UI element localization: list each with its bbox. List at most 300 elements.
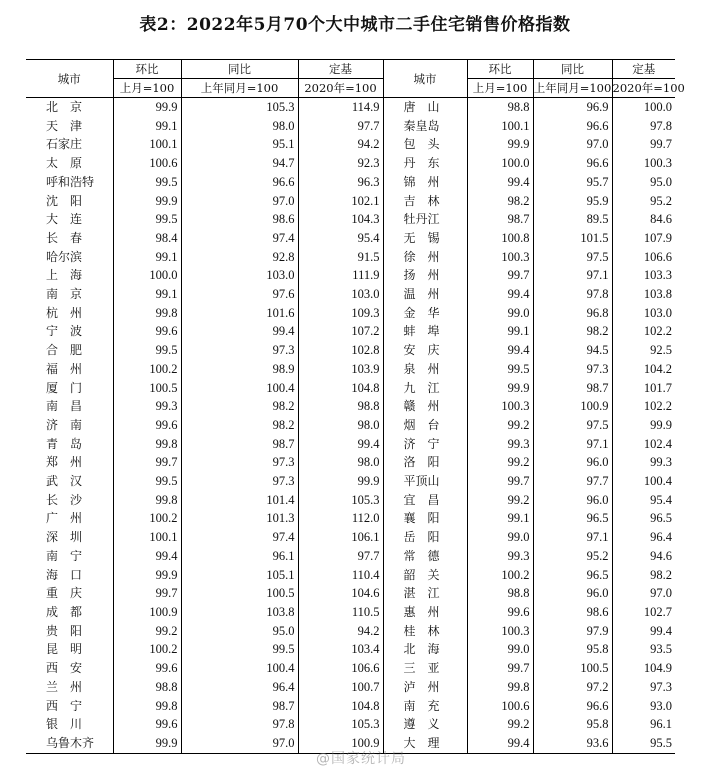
table-row	[26, 285, 675, 304]
mom-value: 100.0	[113, 266, 181, 285]
city-name: 惠 州	[383, 603, 467, 622]
city-name: 包 头	[383, 135, 467, 154]
yoy-value: 94.7	[181, 154, 298, 173]
table-row	[26, 248, 675, 267]
yoy-value: 97.1	[533, 528, 612, 547]
table-row	[26, 547, 675, 566]
mom-value: 100.2	[467, 566, 533, 585]
table-row	[26, 379, 675, 398]
mom-subheader: 上月=100	[467, 79, 533, 98]
city-name: 福 州	[46, 361, 83, 376]
yoy-value: 96.5	[533, 566, 612, 585]
base-value: 106.6	[612, 248, 675, 267]
base-value: 105.3	[298, 491, 383, 510]
price-index-table	[26, 59, 685, 754]
mom-value: 99.6	[113, 715, 181, 734]
mom-value: 99.8	[113, 697, 181, 716]
base-value: 94.2	[298, 622, 383, 641]
table-row	[26, 622, 675, 641]
mom-value: 99.3	[467, 547, 533, 566]
yoy-value: 97.3	[181, 341, 298, 360]
city-name: 哈尔滨	[46, 249, 83, 264]
city-name: 银 川	[46, 717, 83, 732]
base-value: 109.3	[298, 304, 383, 323]
base-header: 定基	[612, 60, 675, 79]
mom-value: 99.3	[467, 435, 533, 454]
yoy-value: 105.1	[181, 566, 298, 585]
yoy-value: 92.8	[181, 248, 298, 267]
table-row	[26, 397, 675, 416]
base-value: 95.0	[612, 173, 675, 192]
table-row	[26, 135, 675, 154]
city-name: 韶 关	[383, 566, 467, 585]
city-name: 秦皇岛	[383, 117, 467, 136]
mom-subheader: 上月=100	[113, 79, 181, 98]
mom-value: 99.4	[113, 547, 181, 566]
city-name: 杭 州	[46, 305, 83, 320]
base-value: 103.0	[298, 285, 383, 304]
yoy-value: 98.0	[181, 117, 298, 136]
base-value: 104.2	[612, 360, 675, 379]
city-name: 南 宁	[46, 548, 83, 563]
yoy-value: 98.7	[181, 435, 298, 454]
yoy-value: 95.0	[181, 622, 298, 641]
yoy-value: 98.2	[533, 322, 612, 341]
yoy-value: 96.6	[533, 154, 612, 173]
yoy-value: 96.0	[533, 584, 612, 603]
city-name: 烟 台	[383, 416, 467, 435]
yoy-value: 95.7	[533, 173, 612, 192]
mom-value: 99.0	[467, 528, 533, 547]
city-name: 重 庆	[46, 586, 83, 601]
mom-value: 100.8	[467, 229, 533, 248]
yoy-value: 103.8	[181, 603, 298, 622]
table-row	[26, 528, 675, 547]
base-value: 102.8	[298, 341, 383, 360]
table-row	[26, 678, 675, 697]
yoy-value: 96.6	[533, 117, 612, 136]
base-value: 107.2	[298, 322, 383, 341]
mom-value: 98.8	[467, 98, 533, 117]
yoy-value: 98.2	[181, 416, 298, 435]
table-row	[26, 491, 675, 510]
base-value: 99.9	[612, 416, 675, 435]
yoy-value: 97.1	[533, 435, 612, 454]
table-title: 表2：2022年5月70个大中城市二手住宅销售价格指数	[139, 15, 571, 35]
base-value: 98.2	[612, 566, 675, 585]
table-row	[26, 697, 675, 716]
city-name: 南 昌	[46, 399, 83, 414]
mom-value: 99.4	[467, 734, 533, 753]
base-value: 100.7	[298, 678, 383, 697]
mom-header: 环比	[113, 60, 181, 79]
table-row	[26, 435, 675, 454]
base-value: 101.7	[612, 379, 675, 398]
base-value: 104.9	[612, 659, 675, 678]
city-name: 海 口	[46, 567, 83, 582]
yoy-value: 96.4	[181, 678, 298, 697]
city-name: 牡丹江	[383, 210, 467, 229]
base-value: 110.4	[298, 566, 383, 585]
base-subheader: 2020年=100	[298, 79, 383, 98]
mom-value: 98.2	[467, 192, 533, 211]
yoy-value: 105.3	[181, 98, 298, 117]
mom-value: 99.1	[467, 509, 533, 528]
city-name: 遵 义	[383, 715, 467, 734]
mom-value: 99.5	[113, 210, 181, 229]
base-value: 95.2	[612, 192, 675, 211]
base-header: 定基	[298, 60, 383, 79]
base-value: 102.2	[612, 322, 675, 341]
city-name: 贵 阳	[46, 623, 83, 638]
table-row	[26, 304, 675, 323]
mom-value: 99.5	[467, 360, 533, 379]
yoy-value: 95.1	[181, 135, 298, 154]
base-value: 103.3	[612, 266, 675, 285]
city-name: 金 华	[383, 304, 467, 323]
watermark: @国家统计局	[316, 751, 406, 767]
base-value: 92.3	[298, 154, 383, 173]
city-name: 昆 明	[46, 642, 83, 657]
yoy-value: 96.0	[533, 491, 612, 510]
city-name: 呼和浩特	[46, 174, 95, 189]
mom-value: 99.7	[467, 659, 533, 678]
yoy-value: 101.3	[181, 509, 298, 528]
base-value: 97.7	[298, 117, 383, 136]
mom-value: 99.2	[467, 491, 533, 510]
yoy-value: 103.0	[181, 266, 298, 285]
city-name: 唐 山	[383, 98, 467, 117]
yoy-value: 97.6	[181, 285, 298, 304]
city-name: 桂 林	[383, 622, 467, 641]
base-value: 97.3	[612, 678, 675, 697]
base-value: 96.4	[612, 528, 675, 547]
mom-value: 100.2	[113, 509, 181, 528]
table-row	[26, 659, 675, 678]
yoy-value: 98.7	[533, 379, 612, 398]
yoy-value: 96.6	[533, 697, 612, 716]
mom-value: 99.7	[467, 472, 533, 491]
mom-value: 99.4	[467, 285, 533, 304]
base-value: 104.8	[298, 379, 383, 398]
city-name: 成 都	[46, 604, 83, 619]
yoy-value: 97.7	[533, 472, 612, 491]
yoy-header: 同比	[533, 60, 612, 79]
mom-value: 100.6	[467, 697, 533, 716]
city-name: 泉 州	[383, 360, 467, 379]
header-row	[26, 60, 675, 79]
yoy-value: 101.4	[181, 491, 298, 510]
table-row	[26, 603, 675, 622]
base-value: 97.0	[612, 584, 675, 603]
yoy-subheader: 上年同月=100	[181, 79, 298, 98]
mom-value: 100.6	[113, 154, 181, 173]
city-name: 天 津	[46, 118, 83, 133]
base-value: 91.5	[298, 248, 383, 267]
mom-value: 100.1	[467, 117, 533, 136]
base-value: 99.4	[612, 622, 675, 641]
table-row	[26, 117, 675, 136]
city-name: 南 充	[383, 697, 467, 716]
base-value: 102.2	[612, 397, 675, 416]
mom-value: 99.2	[467, 715, 533, 734]
yoy-value: 97.8	[533, 285, 612, 304]
city-name: 深 圳	[46, 530, 83, 545]
city-name: 石家庄	[46, 137, 83, 152]
table-body	[26, 98, 675, 754]
yoy-value: 96.9	[533, 98, 612, 117]
base-value: 100.3	[612, 154, 675, 173]
yoy-value: 95.8	[533, 640, 612, 659]
city-name: 青 岛	[46, 436, 83, 451]
mom-value: 100.3	[467, 248, 533, 267]
yoy-value: 97.0	[533, 135, 612, 154]
city-name: 武 汉	[46, 474, 83, 489]
city-name: 济 宁	[383, 435, 467, 454]
city-header: 城市	[383, 60, 467, 98]
base-value: 84.6	[612, 210, 675, 229]
city-name: 乌鲁木齐	[26, 734, 113, 753]
mom-value: 99.7	[113, 584, 181, 603]
base-value: 99.7	[612, 135, 675, 154]
mom-value: 99.9	[113, 98, 181, 117]
yoy-value: 99.5	[181, 640, 298, 659]
city-name: 赣 州	[383, 397, 467, 416]
mom-header: 环比	[467, 60, 533, 79]
table-row	[26, 453, 675, 472]
city-name: 上 海	[46, 268, 83, 283]
yoy-value: 97.4	[181, 229, 298, 248]
mom-value: 99.6	[113, 322, 181, 341]
mom-value: 99.0	[467, 640, 533, 659]
table-row	[26, 322, 675, 341]
base-value: 97.8	[612, 117, 675, 136]
base-value: 110.5	[298, 603, 383, 622]
base-value: 93.5	[612, 640, 675, 659]
table-row	[26, 173, 675, 192]
city-name: 常 德	[383, 547, 467, 566]
mom-value: 99.0	[467, 304, 533, 323]
base-value: 99.9	[298, 472, 383, 491]
mom-value: 99.7	[467, 266, 533, 285]
base-value: 107.9	[612, 229, 675, 248]
city-name: 无 锡	[383, 229, 467, 248]
base-value: 98.0	[298, 453, 383, 472]
city-name: 南 京	[46, 287, 83, 302]
city-name: 大 理	[383, 734, 467, 753]
city-name: 洛 阳	[383, 453, 467, 472]
mom-value: 98.4	[113, 229, 181, 248]
mom-value: 99.8	[113, 435, 181, 454]
mom-value: 99.9	[467, 379, 533, 398]
table-row	[26, 566, 675, 585]
yoy-value: 96.6	[181, 173, 298, 192]
yoy-value: 100.5	[533, 659, 612, 678]
yoy-value: 98.9	[181, 360, 298, 379]
yoy-value: 98.7	[181, 697, 298, 716]
base-value: 99.4	[298, 435, 383, 454]
yoy-value: 95.8	[533, 715, 612, 734]
mom-value: 98.7	[467, 210, 533, 229]
city-name: 广 州	[46, 511, 83, 526]
city-name: 岳 阳	[383, 528, 467, 547]
city-name: 徐 州	[383, 248, 467, 267]
subheader-row	[26, 79, 675, 98]
base-value: 95.5	[612, 734, 675, 753]
mom-value: 99.9	[113, 734, 181, 753]
table-row	[26, 640, 675, 659]
yoy-value: 97.0	[181, 734, 298, 753]
base-value: 106.1	[298, 528, 383, 547]
yoy-value: 97.3	[181, 472, 298, 491]
yoy-value: 100.4	[181, 659, 298, 678]
yoy-value: 96.8	[533, 304, 612, 323]
base-value: 96.1	[612, 715, 675, 734]
base-value: 100.9	[298, 734, 383, 753]
base-value: 102.7	[612, 603, 675, 622]
city-name: 合 肥	[46, 343, 83, 358]
city-name: 大 连	[46, 212, 83, 227]
base-value: 104.3	[298, 210, 383, 229]
base-value: 100.0	[612, 98, 675, 117]
mom-value: 99.5	[113, 472, 181, 491]
base-value: 104.8	[298, 697, 383, 716]
base-value: 103.9	[298, 360, 383, 379]
city-name: 温 州	[383, 285, 467, 304]
yoy-value: 97.5	[533, 248, 612, 267]
city-name: 兰 州	[46, 679, 83, 694]
city-name: 三 亚	[383, 659, 467, 678]
base-value: 103.0	[612, 304, 675, 323]
base-value: 96.3	[298, 173, 383, 192]
city-name: 西 安	[46, 661, 83, 676]
city-name: 平顶山	[383, 472, 467, 491]
mom-value: 100.0	[467, 154, 533, 173]
city-name: 吉 林	[383, 192, 467, 211]
mom-value: 99.2	[113, 622, 181, 641]
mom-value: 99.8	[113, 304, 181, 323]
city-name: 锦 州	[383, 173, 467, 192]
base-value: 92.5	[612, 341, 675, 360]
base-value: 102.1	[298, 192, 383, 211]
mom-value: 99.1	[467, 322, 533, 341]
yoy-value: 98.6	[533, 603, 612, 622]
mom-value: 100.3	[467, 397, 533, 416]
base-value: 98.8	[298, 397, 383, 416]
base-value: 93.0	[612, 697, 675, 716]
yoy-value: 98.2	[181, 397, 298, 416]
table-row	[26, 192, 675, 211]
yoy-value: 101.6	[181, 304, 298, 323]
table-row	[26, 360, 675, 379]
city-name: 蚌 埠	[383, 322, 467, 341]
mom-value: 99.9	[467, 135, 533, 154]
mom-value: 99.6	[113, 416, 181, 435]
base-value: 111.9	[298, 266, 383, 285]
yoy-value: 101.5	[533, 229, 612, 248]
mom-value: 99.1	[113, 248, 181, 267]
city-name: 丹 东	[383, 154, 467, 173]
mom-value: 99.9	[113, 566, 181, 585]
mom-value: 99.9	[113, 192, 181, 211]
base-value: 103.8	[612, 285, 675, 304]
mom-value: 98.8	[467, 584, 533, 603]
yoy-header: 同比	[181, 60, 298, 79]
base-value: 100.4	[612, 472, 675, 491]
table-row	[26, 584, 675, 603]
table-row	[26, 341, 675, 360]
mom-value: 99.2	[467, 416, 533, 435]
table-row	[26, 229, 675, 248]
table-row	[26, 154, 675, 173]
base-value: 102.4	[612, 435, 675, 454]
city-name: 泸 州	[383, 678, 467, 697]
city-name: 湛 江	[383, 584, 467, 603]
city-name: 太 原	[46, 156, 83, 171]
mom-value: 100.1	[113, 528, 181, 547]
base-value: 95.4	[298, 229, 383, 248]
yoy-value: 100.5	[181, 584, 298, 603]
mom-value: 100.5	[113, 379, 181, 398]
city-name: 扬 州	[383, 266, 467, 285]
yoy-value: 100.4	[181, 379, 298, 398]
yoy-value: 95.2	[533, 547, 612, 566]
table-row	[26, 416, 675, 435]
yoy-value: 97.4	[181, 528, 298, 547]
yoy-value: 97.2	[533, 678, 612, 697]
mom-value: 99.6	[467, 603, 533, 622]
mom-value: 100.2	[113, 360, 181, 379]
base-value: 104.6	[298, 584, 383, 603]
city-name: 宜 昌	[383, 491, 467, 510]
base-value: 105.3	[298, 715, 383, 734]
base-subheader: 2020年=100	[612, 79, 675, 98]
table-row	[26, 210, 675, 229]
mom-value: 100.1	[113, 135, 181, 154]
yoy-value: 95.9	[533, 192, 612, 211]
city-name: 郑 州	[46, 455, 83, 470]
yoy-value: 97.0	[181, 192, 298, 211]
table-row	[26, 472, 675, 491]
base-value: 94.2	[298, 135, 383, 154]
city-header: 城市	[26, 60, 113, 98]
base-value: 97.7	[298, 547, 383, 566]
mom-value: 99.5	[113, 341, 181, 360]
city-name: 长 沙	[46, 492, 83, 507]
yoy-value: 97.9	[533, 622, 612, 641]
city-name: 厦 门	[46, 380, 83, 395]
city-name: 九 江	[383, 379, 467, 398]
base-value: 96.5	[612, 509, 675, 528]
yoy-value: 94.5	[533, 341, 612, 360]
base-value: 103.4	[298, 640, 383, 659]
city-name: 长 春	[46, 230, 83, 245]
base-value: 99.3	[612, 453, 675, 472]
table-row	[26, 715, 675, 734]
yoy-value: 98.6	[181, 210, 298, 229]
yoy-value: 97.3	[533, 360, 612, 379]
mom-value: 99.2	[467, 453, 533, 472]
city-name: 济 南	[46, 417, 83, 432]
yoy-value: 99.4	[181, 322, 298, 341]
city-name: 安 庆	[383, 341, 467, 360]
city-name: 西 宁	[46, 698, 83, 713]
mom-value: 99.8	[113, 491, 181, 510]
mom-value: 99.7	[113, 453, 181, 472]
yoy-value: 97.8	[181, 715, 298, 734]
mom-value: 99.1	[113, 285, 181, 304]
mom-value: 99.4	[467, 341, 533, 360]
